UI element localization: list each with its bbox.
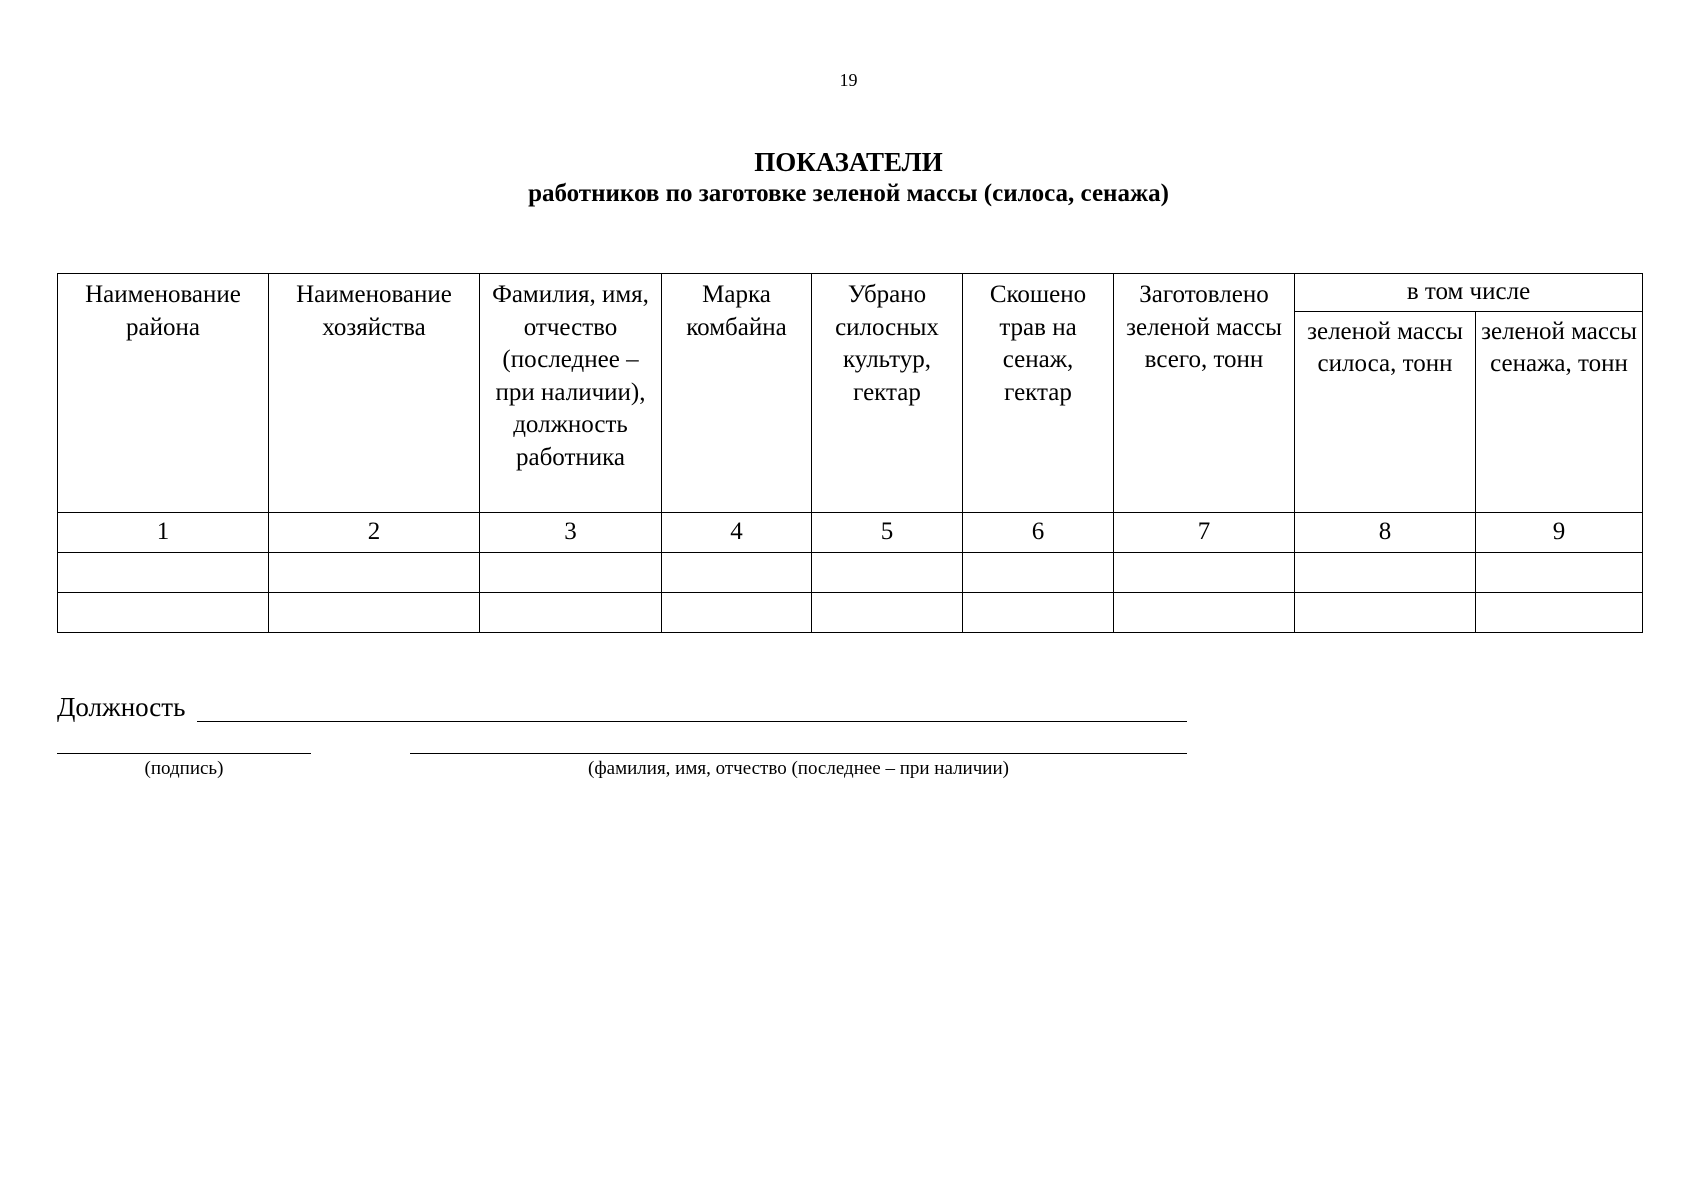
table-cell xyxy=(812,593,963,633)
table-cell xyxy=(812,553,963,593)
table-row xyxy=(58,593,1643,633)
name-line xyxy=(410,753,1187,754)
column-number-cell: 8 xyxy=(1295,513,1476,553)
table-cell xyxy=(1114,553,1295,593)
header-cell: Фамилия, имя, отчество (последнее – при наличии), должность работника xyxy=(480,274,662,513)
header-cell: Марка комбайна xyxy=(662,274,812,513)
table-cell xyxy=(963,593,1114,633)
header-cell: Заготовлено зеленой массы всего, тонн xyxy=(1114,274,1295,513)
subheader-cell: зеленой массы силоса, тонн xyxy=(1295,311,1476,512)
report-table xyxy=(57,273,1643,633)
column-number-cell: 1 xyxy=(58,513,269,553)
subheader-cell: зеленой массы сенажа, тонн xyxy=(1476,311,1643,512)
column-number-cell: 5 xyxy=(812,513,963,553)
signature-caption: (подпись) xyxy=(144,758,224,779)
table-cell xyxy=(963,553,1114,593)
table-cell xyxy=(662,593,812,633)
column-number-cell: 4 xyxy=(662,513,812,553)
signature-line xyxy=(57,753,311,754)
column-number-cell: 7 xyxy=(1114,513,1295,553)
table-cell xyxy=(58,553,269,593)
column-number-cell: 9 xyxy=(1476,513,1643,553)
column-number-row xyxy=(58,513,1643,553)
header-cell: Наименование хозяйства xyxy=(269,274,480,513)
table-cell xyxy=(1295,593,1476,633)
table-cell xyxy=(1295,553,1476,593)
table-cell xyxy=(1476,553,1643,593)
header-cell: Убрано силосных культур, гектар xyxy=(812,274,963,513)
table-cell xyxy=(269,553,480,593)
table-cell xyxy=(480,593,662,633)
table-cell xyxy=(1114,593,1295,633)
header-cell: Наименование района xyxy=(58,274,269,513)
table-cell xyxy=(480,553,662,593)
group-header-cell: в том числе xyxy=(1295,274,1643,312)
column-number-cell: 6 xyxy=(963,513,1114,553)
page-number: 19 xyxy=(839,70,858,90)
column-number-cell: 3 xyxy=(480,513,662,553)
table-cell xyxy=(662,553,812,593)
document-title: ПОКАЗАТЕЛИ xyxy=(754,147,943,177)
name-caption: (фамилия, имя, отчество (последнее – при наличии) xyxy=(588,758,1009,779)
position-fill-line xyxy=(197,721,1187,722)
column-number-cell: 2 xyxy=(269,513,480,553)
position-label: Должность xyxy=(57,692,186,722)
table-row xyxy=(58,553,1643,593)
header-cell: Скошено трав на сенаж, гектар xyxy=(963,274,1114,513)
document-subtitle: работников по заготовке зеленой массы (силоса, сенажа) xyxy=(528,180,1169,207)
table-header-row xyxy=(58,274,1643,312)
table-cell xyxy=(1476,593,1643,633)
table-cell xyxy=(58,593,269,633)
table-cell xyxy=(269,593,480,633)
